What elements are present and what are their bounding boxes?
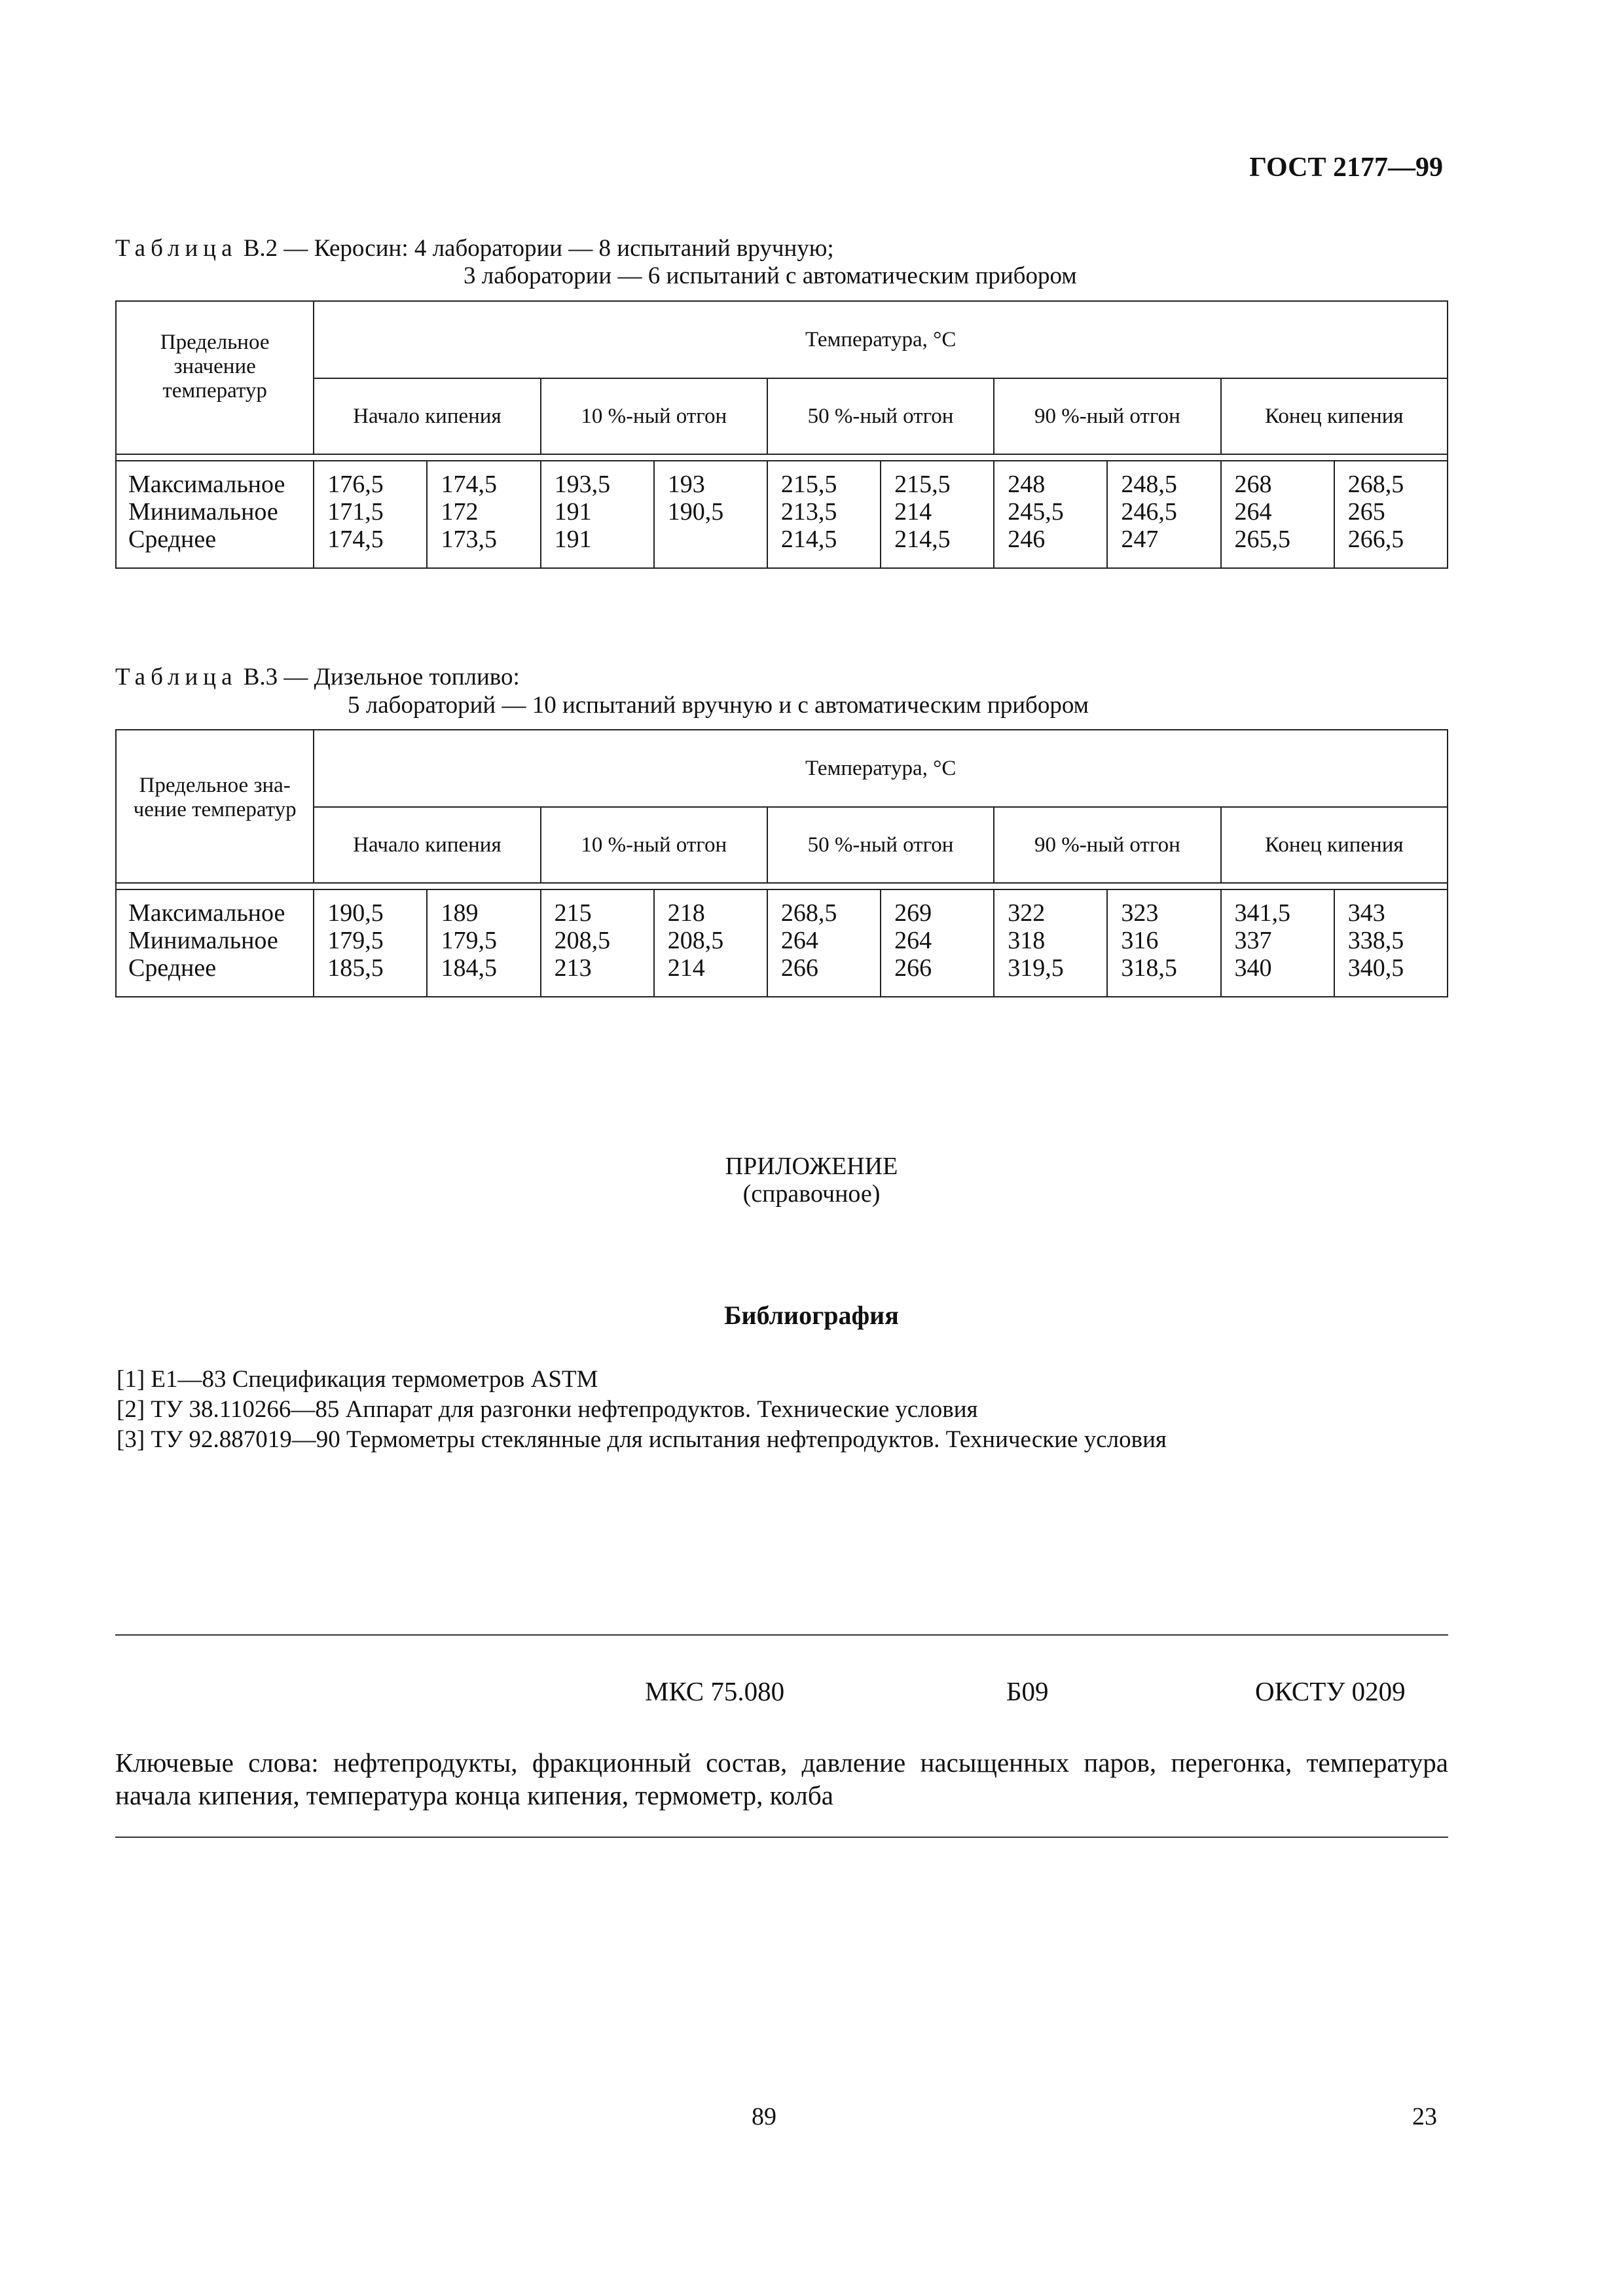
row-labels-cell — [116, 461, 314, 568]
value-cell: 248,5 — [1121, 471, 1177, 498]
value-column — [1107, 889, 1220, 997]
value-cell: 323 — [1121, 899, 1159, 927]
value-cell: 246 — [1008, 526, 1046, 553]
group-header: Начало кипения — [314, 807, 540, 883]
page-number-center: 89 — [752, 2103, 776, 2130]
value-cell: 215,5 — [780, 471, 837, 498]
temperature-header: Температура, °С — [314, 301, 1448, 378]
value-cell: 340 — [1234, 954, 1272, 982]
value-cell: 173,5 — [441, 526, 497, 553]
value-cell: 189 — [441, 899, 479, 927]
header-separator — [116, 454, 1448, 461]
group-header: 50 %-ный отгон — [767, 378, 994, 454]
value-cell: 268,5 — [1347, 471, 1404, 498]
table-b2-caption — [115, 234, 834, 263]
temperature-header: Температура, °С — [314, 730, 1448, 807]
bibliography-item: [1] Е1—83 Спецификация термометров ASTM — [117, 1366, 598, 1393]
value-cell: 265 — [1347, 498, 1385, 526]
value-column — [541, 889, 654, 997]
value-column — [654, 461, 767, 568]
value-cell: 343 — [1347, 899, 1385, 927]
appendix-subtitle: (справочное) — [742, 1180, 881, 1208]
value-cell: 322 — [1008, 899, 1046, 927]
value-column — [881, 461, 994, 568]
value-cell: 318 — [1008, 927, 1046, 954]
value-column — [767, 461, 881, 568]
value-cell: 266,5 — [1347, 526, 1404, 553]
caption-prefix: Таблица — [115, 235, 238, 262]
value-cell: 337 — [1234, 927, 1272, 954]
appendix-title: ПРИЛОЖЕНИЕ — [725, 1153, 898, 1180]
row-header-cell — [116, 301, 314, 454]
value-cell: 191 — [554, 526, 592, 553]
value-column — [314, 461, 427, 568]
group-header: 90 %-ный отгон — [994, 807, 1220, 883]
page-number-right: 23 — [1412, 2103, 1437, 2130]
value-cell: 319,5 — [1008, 954, 1064, 982]
value-cell: 215,5 — [894, 471, 951, 498]
value-cell: 179,5 — [327, 927, 384, 954]
value-column — [1221, 461, 1334, 568]
row-header-line: Предельное зна- — [139, 774, 291, 797]
value-cell: 214 — [894, 498, 932, 526]
group-header: Начало кипения — [314, 378, 540, 454]
row-header-line: Предельное — [160, 331, 270, 354]
value-cell: 215 — [554, 899, 592, 927]
caption-line-1: В.3 — Дизельное топливо: — [243, 664, 520, 691]
value-column — [314, 889, 427, 997]
value-cell: 193,5 — [554, 471, 611, 498]
table-b2 — [115, 300, 1448, 569]
value-column — [1221, 889, 1334, 997]
value-column — [994, 889, 1107, 997]
caption-prefix: Таблица — [115, 664, 238, 691]
value-column — [881, 889, 994, 997]
group-header: 50 %-ный отгон — [767, 807, 994, 883]
table-b3 — [115, 729, 1448, 997]
value-cell: 191 — [554, 498, 592, 526]
value-cell: 338,5 — [1347, 927, 1404, 954]
row-label: Среднее — [128, 954, 217, 982]
okstu-code: ОКСТУ 0209 — [1255, 1676, 1406, 1706]
row-label: Минимальное — [128, 498, 278, 526]
value-cell: 340,5 — [1347, 954, 1404, 982]
value-cell: 266 — [780, 954, 818, 982]
value-cell: 246,5 — [1121, 498, 1177, 526]
bibliography-list — [117, 1365, 1167, 1455]
value-cell: 264 — [894, 927, 932, 954]
value-cell: 171,5 — [327, 498, 384, 526]
table-b3-caption-line-2: 5 лабораторий — 10 испытаний вручную и с автоматическим прибором — [348, 692, 1089, 719]
value-cell: 264 — [780, 927, 818, 954]
value-cell: 247 — [1121, 526, 1159, 553]
value-cell: 174,5 — [327, 526, 384, 553]
keywords: Ключевые слова: нефтепродукты, фракционный состав, давление насыщенных паров, перегонка, температура начала кипения, температура конца кипения, термометр, колба — [115, 1748, 1448, 1810]
row-header-cell — [116, 730, 314, 883]
value-cell: 214 — [667, 954, 705, 982]
value-cell: 318,5 — [1121, 954, 1177, 982]
value-cell: 174,5 — [441, 471, 497, 498]
value-cell: 214,5 — [780, 526, 837, 553]
bibliography-title: Библиография — [724, 1300, 899, 1330]
value-column — [541, 461, 654, 568]
value-cell: 172 — [441, 498, 479, 526]
value-cell: 218 — [667, 899, 705, 927]
row-header-line: чение температур — [133, 798, 297, 821]
group-header: 10 %-ный отгон — [541, 378, 767, 454]
row-header-line: температур — [162, 379, 267, 403]
value-column — [767, 889, 881, 997]
value-cell: 190,5 — [667, 498, 724, 526]
value-cell: 264 — [1234, 498, 1272, 526]
value-cell: 208,5 — [667, 927, 724, 954]
value-cell: 268 — [1234, 471, 1272, 498]
group-header: Конец кипения — [1221, 807, 1448, 883]
value-cell: 248 — [1008, 471, 1046, 498]
footer-rule-top — [115, 1634, 1448, 1636]
caption-line-1: В.2 — Керосин: 4 лаборатории — 8 испытаний вручную; — [243, 235, 834, 262]
value-cell: 190,5 — [327, 899, 384, 927]
row-header-line: значение — [173, 355, 256, 378]
bibliography-item: [2] ТУ 38.110266—85 Аппарат для разгонки нефтепродуктов. Технические условия — [117, 1396, 978, 1423]
value-cell: 341,5 — [1234, 899, 1291, 927]
value-cell: 269 — [894, 899, 932, 927]
standard-number: ГОСТ 2177—99 — [1249, 152, 1443, 183]
row-labels-cell — [116, 889, 314, 997]
value-column — [994, 461, 1107, 568]
bibliography-item: [3] ТУ 92.887019—90 Термометры стеклянные для испытания нефтепродуктов. Технические условия — [117, 1426, 1167, 1453]
group-header: Конец кипения — [1221, 378, 1448, 454]
row-label: Максимальное — [128, 899, 285, 927]
value-column — [1107, 461, 1220, 568]
value-cell: 176,5 — [327, 471, 384, 498]
value-cell: 245,5 — [1008, 498, 1064, 526]
value-cell: 185,5 — [327, 954, 384, 982]
value-cell: 316 — [1121, 927, 1159, 954]
row-label: Максимальное — [128, 471, 285, 498]
value-column — [654, 889, 767, 997]
row-label: Среднее — [128, 526, 217, 553]
value-cell: 266 — [894, 954, 932, 982]
value-column — [1334, 889, 1448, 997]
value-column — [1334, 461, 1448, 568]
footer-rule-bottom — [115, 1837, 1448, 1838]
value-cell: 213 — [554, 954, 592, 982]
value-cell: 208,5 — [554, 927, 611, 954]
table-b2-caption-line-2: 3 лаборатории — 6 испытаний с автоматическим прибором — [464, 262, 1077, 289]
group-header: 90 %-ный отгон — [994, 378, 1220, 454]
b-code: Б09 — [1006, 1676, 1049, 1706]
value-cell: 214,5 — [894, 526, 951, 553]
value-cell: 184,5 — [441, 954, 497, 982]
value-column — [427, 889, 540, 997]
value-column — [427, 461, 540, 568]
table-b3-caption — [115, 663, 520, 692]
value-cell: 179,5 — [441, 927, 497, 954]
value-cell: 193 — [667, 471, 705, 498]
value-cell: 213,5 — [780, 498, 837, 526]
header-separator — [116, 883, 1448, 889]
group-header: 10 %-ный отгон — [541, 807, 767, 883]
value-cell: 268,5 — [780, 899, 837, 927]
row-label: Минимальное — [128, 927, 278, 954]
mks-code: МКС 75.080 — [645, 1676, 785, 1706]
value-cell: 265,5 — [1234, 526, 1291, 553]
